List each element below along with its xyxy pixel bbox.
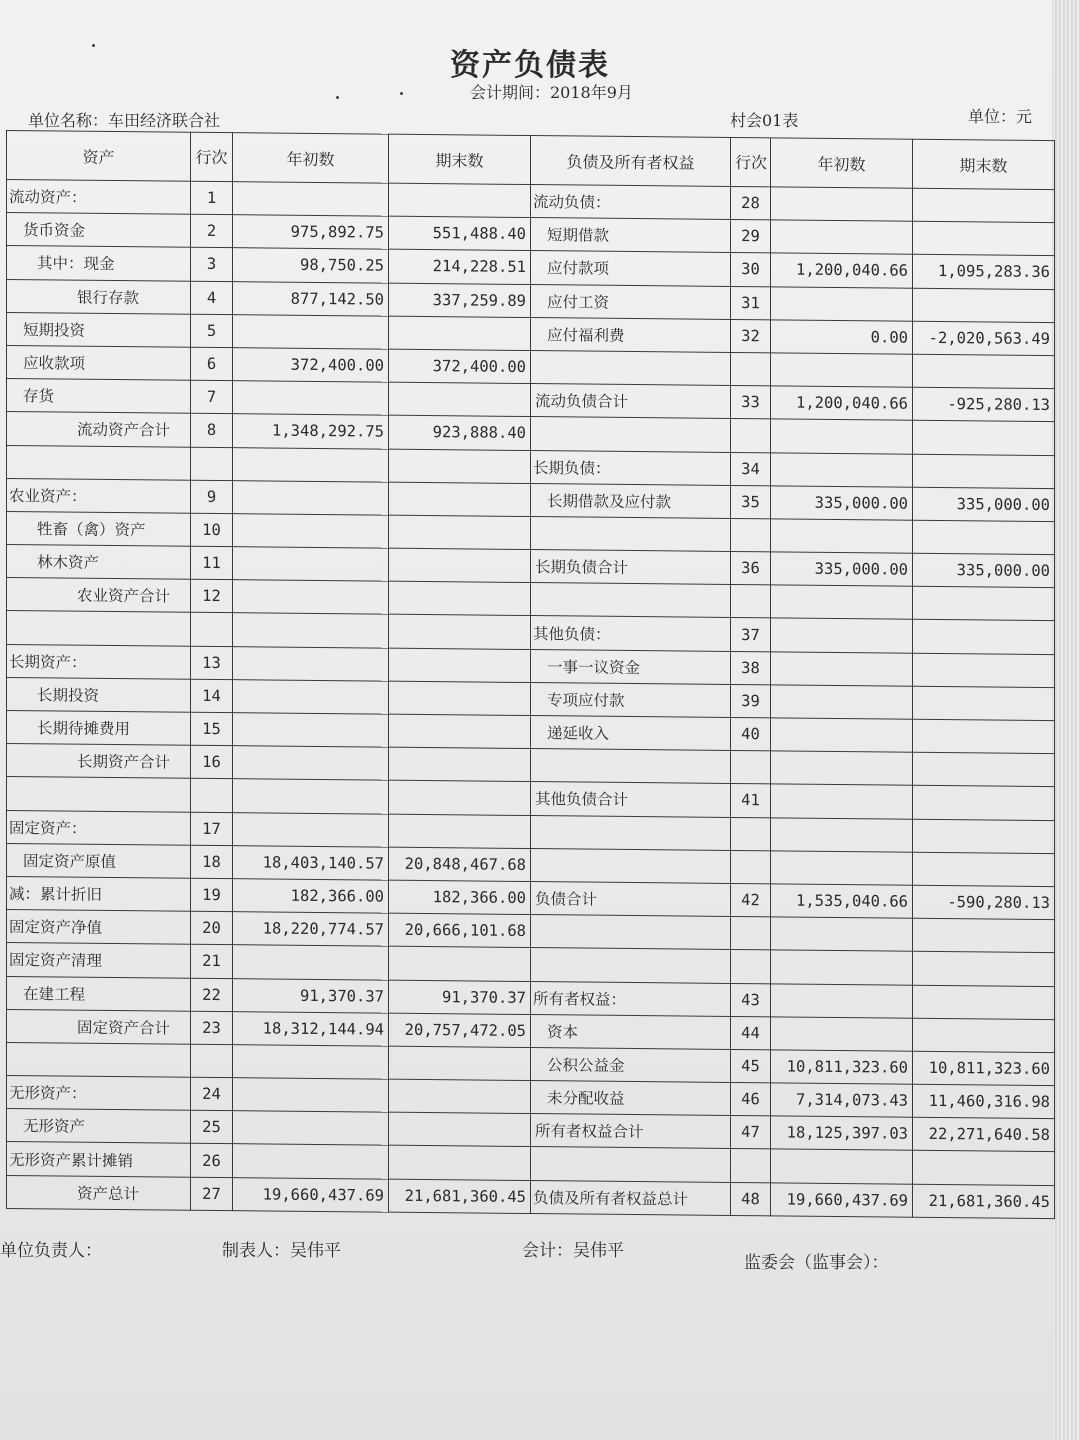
asset-line-no: 7 [191, 380, 233, 414]
asset-label: 其中：现金 [7, 246, 191, 281]
liability-begin-value [771, 187, 913, 222]
liability-begin-value [771, 817, 913, 852]
liability-end-value: -590,280.13 [913, 885, 1055, 920]
liability-label [531, 749, 731, 784]
asset-end-value [389, 316, 531, 351]
liability-label: 一事一议资金 [531, 649, 731, 684]
liability-begin-value [771, 751, 913, 786]
asset-line-no: 9 [191, 480, 233, 514]
table-body [7, 180, 1055, 1219]
asset-end-value [389, 1079, 531, 1114]
liability-line-no: 30 [731, 253, 771, 287]
asset-end-value [389, 615, 531, 650]
col-end-header: 期末数 [389, 134, 531, 184]
asset-begin-value: 975,892.75 [233, 215, 389, 250]
organization-name: 单位名称：车田经济联合社 [28, 111, 221, 130]
liability-end-value: -925,280.13 [913, 387, 1055, 422]
asset-line-no: 26 [191, 1144, 233, 1178]
asset-end-value [389, 648, 531, 683]
asset-label [7, 445, 191, 480]
asset-begin-value: 182,366.00 [233, 879, 389, 914]
asset-end-value [389, 781, 531, 816]
liability-line-no: 36 [731, 552, 771, 586]
liability-label: 长期负债： [531, 450, 731, 485]
liability-line-no: 35 [731, 485, 771, 519]
asset-end-value: 20,757,472.05 [389, 1013, 531, 1048]
asset-line-no [191, 613, 233, 647]
asset-label [7, 777, 191, 812]
asset-line-no: 3 [191, 248, 233, 282]
col-line-header: 行次 [191, 132, 233, 181]
accountant-label: 会计：吴伟平 [522, 1241, 624, 1261]
liability-end-value [913, 653, 1055, 688]
liability-end-value [913, 620, 1055, 655]
liability-begin-value [771, 419, 913, 454]
liability-begin-value [771, 353, 913, 388]
liability-line-no: 48 [731, 1182, 771, 1216]
liability-end-value [913, 985, 1055, 1020]
asset-begin-value [233, 1144, 389, 1179]
asset-label: 应收款项 [7, 345, 191, 380]
asset-end-value [389, 515, 531, 550]
liability-label: 其他负债合计 [531, 782, 731, 817]
liability-label: 递延收入 [531, 716, 731, 751]
liability-label: 应付福利费 [531, 317, 731, 352]
liability-line-no: 42 [731, 883, 771, 917]
asset-begin-value [233, 679, 389, 714]
asset-begin-value: 372,400.00 [233, 348, 389, 383]
asset-begin-value [233, 1045, 389, 1080]
asset-begin-value [233, 314, 389, 349]
asset-begin-value [233, 779, 389, 814]
paper-speck [400, 92, 403, 95]
asset-line-no: 20 [191, 911, 233, 945]
asset-begin-value [233, 480, 389, 515]
liability-end-value [913, 1151, 1055, 1186]
liability-label: 流动负债合计 [531, 384, 731, 419]
liability-label [531, 815, 731, 850]
asset-line-no [191, 1044, 233, 1078]
liability-begin-value [771, 685, 913, 720]
asset-begin-value [233, 1078, 389, 1113]
asset-begin-value [233, 945, 389, 980]
asset-end-value [389, 548, 531, 583]
liability-line-no: 40 [731, 717, 771, 751]
asset-line-no: 11 [191, 546, 233, 580]
asset-begin-value [233, 514, 389, 549]
liability-line-no [731, 585, 771, 619]
preparer-label: 制表人：吴伟平 [222, 1241, 341, 1261]
asset-label: 固定资产清理 [7, 943, 191, 978]
asset-begin-value [233, 547, 389, 582]
asset-end-value: 20,848,467.68 [389, 847, 531, 882]
asset-end-value [389, 1146, 531, 1181]
asset-label [7, 1042, 191, 1077]
asset-line-no: 22 [191, 978, 233, 1012]
liability-begin-value [771, 851, 913, 886]
liability-begin-value: 335,000.00 [771, 486, 913, 521]
liability-line-no: 31 [731, 286, 771, 320]
col-asset-header: 资产 [7, 131, 191, 182]
asset-label: 牲畜（禽）资产 [7, 511, 191, 546]
asset-line-no: 8 [191, 414, 233, 448]
asset-begin-value [233, 613, 389, 648]
asset-end-value [389, 581, 531, 616]
asset-begin-value [233, 447, 389, 482]
page-title: 资产负债表 [450, 48, 610, 83]
liability-line-no: 28 [731, 186, 771, 220]
asset-begin-value: 18,403,140.57 [233, 845, 389, 880]
liability-begin-value: 19,660,437.69 [771, 1182, 913, 1217]
liability-end-value [913, 819, 1055, 854]
liability-end-value [913, 520, 1055, 555]
asset-end-value [389, 714, 531, 749]
liability-end-value [913, 288, 1055, 323]
asset-end-value: 182,366.00 [389, 880, 531, 915]
asset-begin-value: 19,660,437.69 [233, 1177, 389, 1212]
liability-begin-value [771, 585, 913, 620]
asset-label: 流动资产： [7, 180, 191, 215]
asset-line-no: 15 [191, 712, 233, 746]
liability-end-value [913, 786, 1055, 821]
liability-label: 所有者权益： [531, 981, 731, 1016]
asset-label: 长期待摊费用 [7, 711, 191, 746]
liability-line-no [731, 817, 771, 851]
asset-begin-value [233, 812, 389, 847]
balance-sheet-table [6, 130, 1055, 1219]
asset-end-value: 214,228.51 [389, 250, 531, 285]
asset-begin-value [233, 713, 389, 748]
liability-end-value [913, 221, 1055, 256]
col-liability-header: 负债及所有者权益 [531, 136, 731, 187]
asset-begin-value: 91,370.37 [233, 978, 389, 1013]
asset-end-value: 20,666,101.68 [389, 913, 531, 948]
unit-head-signature-label: 单位负责人： [0, 1241, 102, 1261]
liability-line-no [731, 352, 771, 386]
asset-line-no [191, 447, 233, 481]
liability-begin-value: 10,811,323.60 [771, 1050, 913, 1085]
liability-begin-value [771, 983, 913, 1018]
liability-label: 其他负债： [531, 616, 731, 651]
accounting-period: 会计期间：2018年9月 [470, 83, 633, 102]
asset-label [7, 611, 191, 646]
asset-end-value [389, 946, 531, 981]
asset-end-value: 923,888.40 [389, 415, 531, 450]
liability-end-value [913, 686, 1055, 721]
liability-begin-value: 1,535,040.66 [771, 884, 913, 919]
asset-end-value [389, 482, 531, 517]
liability-label: 专项应付款 [531, 682, 731, 717]
asset-end-value [389, 183, 531, 218]
asset-line-no: 17 [191, 812, 233, 846]
asset-line-no: 21 [191, 945, 233, 979]
liability-line-no: 43 [731, 983, 771, 1017]
asset-begin-value [233, 646, 389, 681]
asset-label: 林木资产 [7, 545, 191, 580]
asset-label: 固定资产合计 [7, 1009, 191, 1044]
liability-begin-value [771, 1149, 913, 1184]
liability-label [531, 1147, 731, 1182]
liability-begin-value [771, 718, 913, 753]
col-begin-header: 年初数 [233, 133, 389, 183]
asset-line-no: 14 [191, 679, 233, 713]
liability-begin-value [771, 784, 913, 819]
liability-label: 负债合计 [531, 881, 731, 916]
asset-label: 无形资产 [7, 1109, 191, 1144]
asset-line-no: 19 [191, 878, 233, 912]
liability-end-value: 10,811,323.60 [913, 1051, 1055, 1086]
liability-begin-value [771, 286, 913, 321]
asset-label: 资产总计 [7, 1175, 191, 1210]
liability-begin-value [771, 220, 913, 255]
col-end-header: 期末数 [913, 139, 1055, 189]
liability-begin-value [771, 1017, 913, 1052]
asset-end-value [389, 382, 531, 417]
asset-end-value: 551,488.40 [389, 216, 531, 251]
liability-begin-value: 18,125,397.03 [771, 1116, 913, 1151]
asset-label: 长期投资 [7, 677, 191, 712]
liability-end-value [913, 354, 1055, 389]
liability-label: 长期借款及应付款 [531, 483, 731, 518]
asset-line-no: 23 [191, 1011, 233, 1045]
liability-begin-value [771, 519, 913, 554]
liability-begin-value: 335,000.00 [771, 552, 913, 587]
liability-end-value: 1,095,283.36 [913, 255, 1055, 290]
asset-end-value [389, 681, 531, 716]
asset-line-no: 18 [191, 845, 233, 879]
asset-begin-value: 1,348,292.75 [233, 414, 389, 449]
asset-end-value: 337,259.89 [389, 283, 531, 318]
liability-label [531, 417, 731, 452]
asset-label: 固定资产净值 [7, 910, 191, 945]
liability-end-value: 335,000.00 [913, 553, 1055, 588]
liability-label: 流动负债： [531, 185, 731, 220]
liability-label [531, 516, 731, 551]
asset-end-value [389, 449, 531, 484]
liability-line-no [731, 1149, 771, 1183]
liability-begin-value: 0.00 [771, 320, 913, 355]
liability-begin-value: 7,314,073.43 [771, 1083, 913, 1118]
asset-label: 在建工程 [7, 976, 191, 1011]
liability-begin-value [771, 618, 913, 653]
liability-end-value: 11,460,316.98 [913, 1084, 1055, 1119]
liability-end-value [913, 852, 1055, 887]
liability-line-no: 47 [731, 1116, 771, 1150]
supervisory-committee-label: 监委会（监事会）： [744, 1253, 889, 1273]
liability-label: 长期负债合计 [531, 550, 731, 585]
col-begin-header: 年初数 [771, 138, 913, 188]
liability-label: 短期借款 [531, 218, 731, 253]
liability-label [531, 915, 731, 950]
asset-label: 固定资产原值 [7, 843, 191, 878]
liability-line-no: 33 [731, 386, 771, 420]
asset-line-no: 24 [191, 1077, 233, 1111]
asset-begin-value: 18,312,144.94 [233, 1011, 389, 1046]
col-line-header: 行次 [731, 137, 771, 186]
currency-unit: 单位：元 [968, 107, 1033, 126]
liability-end-value [913, 188, 1055, 223]
asset-label: 减：累计折旧 [7, 876, 191, 911]
liability-end-value [913, 1018, 1055, 1053]
asset-line-no: 1 [191, 181, 233, 215]
liability-begin-value [771, 950, 913, 985]
asset-end-value: 372,400.00 [389, 349, 531, 384]
asset-line-no: 10 [191, 513, 233, 547]
asset-line-no: 5 [191, 314, 233, 348]
liability-line-no: 45 [731, 1049, 771, 1083]
asset-line-no: 25 [191, 1111, 233, 1145]
liability-end-value [913, 586, 1055, 621]
form-number: 村会01表 [730, 111, 799, 130]
liability-end-value: 335,000.00 [913, 487, 1055, 522]
liability-begin-value [771, 651, 913, 686]
liability-line-no [731, 751, 771, 785]
liability-end-value [913, 952, 1055, 987]
liability-end-value [913, 752, 1055, 787]
asset-line-no: 27 [191, 1177, 233, 1211]
liability-line-no: 32 [731, 319, 771, 353]
asset-label: 无形资产： [7, 1076, 191, 1111]
asset-label: 长期资产： [7, 644, 191, 679]
asset-begin-value [233, 182, 389, 217]
asset-end-value [389, 814, 531, 849]
asset-begin-value: 877,142.50 [233, 281, 389, 316]
asset-begin-value: 18,220,774.57 [233, 912, 389, 947]
liability-label [531, 948, 731, 983]
asset-label: 无形资产累计摊销 [7, 1142, 191, 1177]
liability-begin-value: 1,200,040.66 [771, 386, 913, 421]
liability-line-no: 44 [731, 1016, 771, 1050]
asset-label: 货币资金 [7, 213, 191, 248]
asset-label: 农业资产合计 [7, 578, 191, 613]
asset-label: 流动资产合计 [7, 412, 191, 447]
liability-line-no: 29 [731, 220, 771, 254]
liability-end-value: 22,271,640.58 [913, 1117, 1055, 1152]
liability-line-no [731, 850, 771, 884]
liability-label [531, 583, 731, 618]
liability-end-value [913, 454, 1055, 489]
asset-line-no [191, 779, 233, 813]
liability-line-no: 37 [731, 618, 771, 652]
asset-begin-value [233, 580, 389, 615]
asset-line-no: 4 [191, 281, 233, 315]
asset-end-value: 21,681,360.45 [389, 1179, 531, 1214]
liability-line-no [731, 419, 771, 453]
asset-label: 农业资产： [7, 478, 191, 513]
asset-line-no: 13 [191, 646, 233, 680]
liability-line-no [731, 917, 771, 951]
asset-line-no: 12 [191, 580, 233, 614]
liability-end-value: -2,020,563.49 [913, 321, 1055, 356]
asset-label: 长期资产合计 [7, 744, 191, 779]
liability-label: 资本 [531, 1014, 731, 1049]
liability-line-no [731, 518, 771, 552]
liability-end-value [913, 918, 1055, 953]
liability-begin-value [771, 452, 913, 487]
liability-line-no: 46 [731, 1083, 771, 1117]
liability-label: 公积公益金 [531, 1047, 731, 1082]
asset-end-value [389, 1046, 531, 1081]
liability-label [531, 848, 731, 883]
liability-line-no: 34 [731, 452, 771, 486]
liability-end-value [913, 719, 1055, 754]
asset-label: 存货 [7, 379, 191, 414]
asset-begin-value: 98,750.25 [233, 248, 389, 283]
paper-stack-edge [1052, 0, 1080, 1440]
liability-begin-value [771, 917, 913, 952]
liability-label: 未分配收益 [531, 1081, 731, 1116]
asset-line-no: 16 [191, 745, 233, 779]
asset-begin-value [233, 381, 389, 416]
asset-begin-value [233, 746, 389, 781]
liability-label: 所有者权益合计 [531, 1114, 731, 1149]
asset-line-no: 2 [191, 214, 233, 248]
asset-label: 银行存款 [7, 279, 191, 314]
liability-begin-value: 1,200,040.66 [771, 253, 913, 288]
liability-line-no [731, 950, 771, 984]
asset-line-no: 6 [191, 347, 233, 381]
asset-end-value [389, 747, 531, 782]
asset-label: 固定资产： [7, 810, 191, 845]
asset-end-value [389, 1112, 531, 1147]
liability-end-value: 21,681,360.45 [913, 1184, 1055, 1219]
asset-label: 短期投资 [7, 312, 191, 347]
liability-label [531, 350, 731, 385]
liability-label: 应付款项 [531, 251, 731, 286]
asset-begin-value [233, 1111, 389, 1146]
paper-speck [336, 96, 339, 99]
asset-end-value: 91,370.37 [389, 980, 531, 1015]
liability-line-no: 38 [731, 651, 771, 685]
liability-line-no: 41 [731, 784, 771, 818]
liability-label: 应付工资 [531, 284, 731, 319]
liability-end-value [913, 421, 1055, 456]
liability-label: 负债及所有者权益总计 [531, 1180, 731, 1215]
liability-line-no: 39 [731, 684, 771, 718]
